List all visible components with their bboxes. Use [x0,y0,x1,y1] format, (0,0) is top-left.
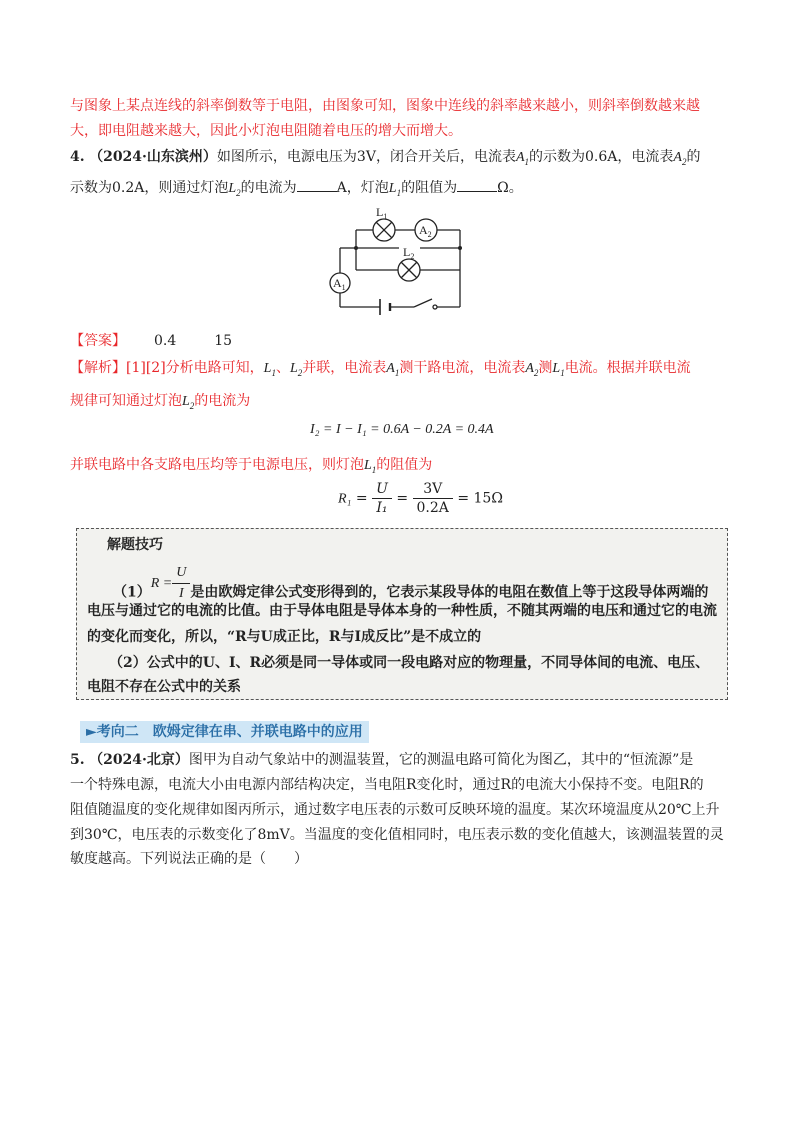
tips-title: 解题技巧 [107,537,163,553]
q5-line-3: 阻值随温度的变化规律如图丙所示，通过数字电压表的示数可反映环境的温度。某次环境温度从20℃上升 [70,802,720,818]
q4-text-2e: Ω。 [497,180,523,196]
q4-text-2d: 的阻值为 [401,180,458,196]
q5-line-2: 一个特殊电源，电流大小由电源内部结构决定，当电阻R变化时，通过R的电流大小保持不变。电阻R的 [70,777,704,793]
q4-line-2 [70,177,730,203]
formula-resistance: R₁ = $\frac{U}{\text{I₁}}$ = $\frac{3V}{0.2A}$ = 15Ω [338,481,503,516]
tips-p1-line-3: 的变化而变化，所以，“R与U成正比，R与I成反比”是不成立的 [87,629,482,645]
circuit-diagram [318,203,488,323]
q5-source: （2024·北京） [89,752,189,768]
q4-text-1a: 如图所示，电源电压为3V，闭合开关后，电流表 [216,149,516,165]
analysis-line-3: 并联电路中各支路电压均等于电源电压，则灯泡$L_1$的阻值为 [70,457,433,475]
q4-l2: $L_2$ [228,181,241,198]
q5-line-5: 敏度越高。下列说法正确的是（ ） [70,851,308,867]
q4-text-2b: 的电流为 [240,180,297,196]
q4-blank-1 [297,177,337,192]
q5-number: 5. [70,752,85,768]
q5-line-1: 5. （2024·北京）图甲为自动气象站中的测温装置，它的测温电路可简化为图乙，其中的“恒流源”是 [70,752,694,768]
tips-p1-line-1: （1）R = $\frac{U}{I}$ 是由欧姆定律公式变形得到的，它表示某段导体的电阻在数值上等于这段导体两端的 [113,565,709,601]
q5-line-4: 到30℃，电压表的示数变化了8mV。当温度的变化值相同时，电压表示数的变化值越大，该测温装置的灵 [70,827,724,843]
tips-p1-line-2: 电压与通过它的电流的比值。由于导体电阻是导体本身的一种性质，不随其两端的电压和通过它的电流 [87,603,717,619]
circuit-label-a1: $A_1$ [333,276,346,292]
intro-line-2: 大，即电阻越来越大，因此小灯泡电阻随着电压的增大而增大。 [70,123,462,139]
tips-box [76,528,728,700]
section-heading: ►考向二 欧姆定律在串、并联电路中的应用 [80,721,369,743]
q4-source: （2024·山东滨州） [89,149,217,165]
q4-l1: $L_1$ [388,181,402,198]
circuit-label-l1: $L_1$ [376,205,388,221]
q4-answer [70,331,730,351]
q4-text-2a: 示数为0.2A，则通过灯泡 [70,180,229,196]
q4-number: 4. [70,149,85,165]
q4-text-1b: 的示数为0.6A，电流表 [529,149,674,165]
answer-label: 【答案】 [70,333,126,349]
q4-text-1c: 的 [686,149,701,165]
formula-current: I₂ = I − I₁ = 0.6A − 0.2A = 0.4A [310,422,494,437]
analysis-line-2: 规律可知通过灯泡$L_2$的电流为 [70,393,251,411]
intro-line-1: 与图象上某点连线的斜率倒数等于电阻，由图象可知，图象中连线的斜率越来越小，则斜率倒数越来越 [70,98,700,114]
q4-a2: $A_2$ [673,150,687,167]
tips-p2-line-2: 电阻不存在公式中的关系 [87,679,241,695]
q4-line-1 [70,147,730,172]
circuit-label-a2: $A_2$ [419,223,432,239]
q4-a1: $A_1$ [515,150,530,167]
answer-1: 0.4 [154,333,177,349]
tips-p2-line-1: （2）公式中的U、I、R必须是同一导体或同一段电路对应的物理量，不同导体间的电流、电压、 [109,655,710,671]
analysis-line-1: 【解析】[1][2]分析电路可知，$L_1$、$L_2$并联，电流表$A_1$测干路电流，电流表$A_2$测$L_1$电流。根据并联电流 [70,360,691,378]
q4-blank-2 [457,177,497,192]
q4-text-2c: A，灯泡 [336,180,389,196]
analysis-label: 【解析】 [70,360,126,376]
circuit-label-l2: $L_2$ [403,245,415,261]
answer-2: 15 [214,333,233,349]
